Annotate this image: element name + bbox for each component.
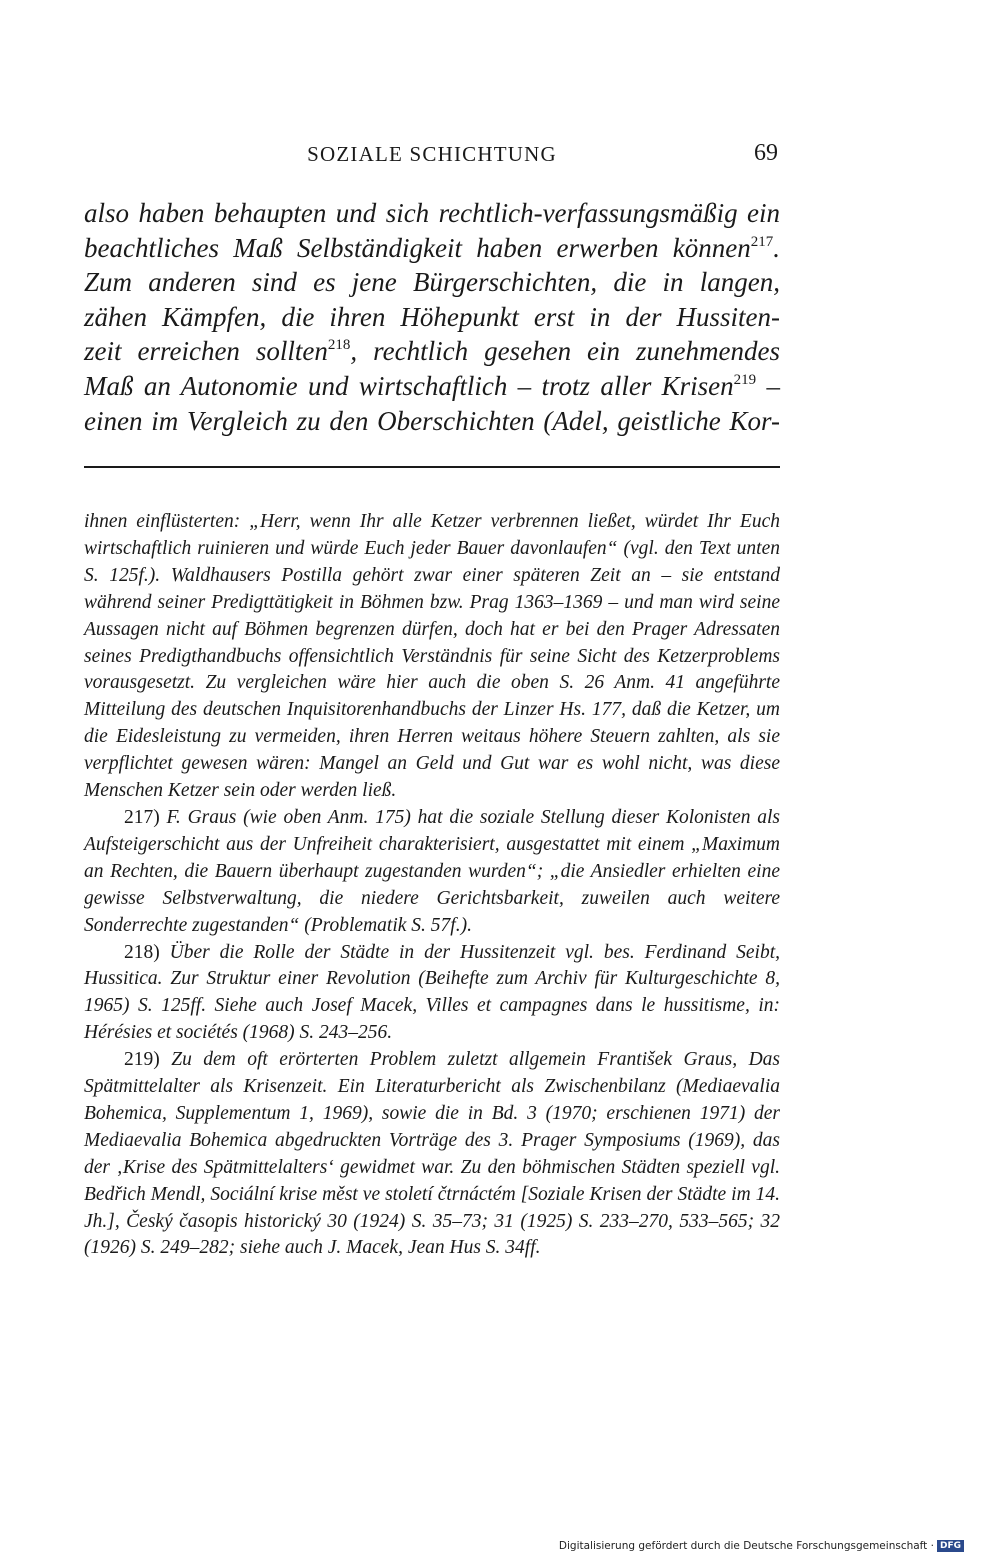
text-line-4: zähen Kämpfen, die ihren Höhepunkt erst in der Hussiten- (84, 301, 780, 332)
text-line-3: Zum anderen sind es jene Bürgerschichten, die in langen, (84, 267, 780, 298)
footnote-217 (84, 805, 780, 940)
footnote-ref-219[interactable]: 219 (733, 371, 757, 388)
footnotes-block (84, 509, 780, 1262)
digitization-credit (559, 1540, 964, 1552)
footnote-separator (84, 466, 780, 468)
page-number: 69 (754, 140, 778, 166)
footnote-continuation: ihnen einflüsterten: „Herr, wenn Ihr alle Ketzer verbrennen ließet, würdet Ihr Euch wirtschaftlich ruinieren und würde Euch jeder Bauer davonlaufen“ (vgl. den Text unten S. 125f.). Waldhausers Postilla gehört zwar einer späteren Zeit an – sie entstand während seiner Predigttätigkeit in Böhmen bzw. Prag 1363–1369 – und man wird seine Aussagen nicht auf Böhmen begrenzen dürfen, doch hat er bei den Prager Adressaten seines Predigthandbuchs offensichtlich Verständnis für seine Sicht des Ketzerproblems vorausgesetzt. Zu vergleichen wäre hier auch die oben S. 26 Anm. 41 angeführte Mitteilung des deutschen Inquisitorenhandbuchs der Linzer Hs. 177, daß die Ketzer, um die Eidesleistung zu vermeiden, ihren Herren weitaus höhere Steuern zahlten, als sie verpflichtet gewesen wären: Mangel an Geld und Gut war es wohl nicht, was diese Menschen Ketzer sein oder werden ließ. (84, 511, 780, 802)
text-line-5: zeit erreichen sollten$^{218}$, rechtlich gesehen ein zunehmendes (84, 336, 780, 367)
footnote-text: Über die Rolle der Städte in der Hussitenzeit vgl. bes. Ferdinand Seibt, Hussitica. Zur Struktur einer Revolution (Beihefte zum Archiv für Kulturgeschichte 8, 1965) S. 125ff. Siehe auch Josef Macek, Villes et campagnes dans le hussitisme, in: Hérésies et sociétés (1968) S. 243–256. (84, 941, 781, 1044)
footnote-number: 218) (124, 941, 160, 963)
running-title: SOZIALE SCHICHTUNG (307, 142, 557, 166)
footnote-number: 219) (124, 1049, 160, 1071)
digitization-credit-text: Digitalisierung gefördert durch die Deutsche Forschungsgemeinschaft · (558, 1540, 934, 1552)
text-line-7: einen im Vergleich zu den Oberschichten (Adel, geistliche Kor- (84, 405, 780, 436)
main-text-block (84, 196, 780, 438)
footnote-text: Zu dem oft erörterten Problem zuletzt allgemein František Graus, Das Spätmittelalter als Krisenzeit. Ein Literaturbericht als Zwischenbilanz (Mediaevalia Bohemica, Supplementum 1, 1969), sowie die in Bd. 3 (1970; erschienen 1971) der Mediaevalia Bohemica abgedruckten Vorträge des 3. Prager Symposiums (1969), das der ‚Krise des Spätmittelalters‘ gewidmet war. Zu den böhmischen Städten speziell vgl. Bedřich Mendl, Sociální krise měst ve století čtrnáctém [Soziale Krisen der Städte im 14. Jh.], Český časopis historický 30 (1924) S. 35–73; 31 (1925) S. 233–270, 533–565; 32 (1926) S. 249–282; siehe auch J. Macek, Jean Hus S. 34ff. (84, 1049, 781, 1259)
page-header (84, 140, 780, 170)
text-line-2: beachtliches Maß Selbständigkeit haben erwerben können$^{217}$. (84, 232, 780, 263)
footnote-text: F. Graus (wie oben Anm. 175) hat die soziale Stellung dieser Kolonisten als Aufsteigerschicht aus der Unfreiheit charakterisiert, ausgestattet mit einem „Maximum an Rechten, die Bauern überhaupt zugestanden wurden“; „die Ansiedler erhielten eine gewisse Selbstverwaltung, die niedere Gerichtsbarkeit, zuweilen auch weitere Sonderrechte zugestanden“ (Problematik S. 57f.). (84, 806, 780, 936)
footnote-218 (84, 940, 780, 1048)
footnote-ref-217[interactable]: 217 (750, 233, 774, 250)
footnote-number: 217) (124, 806, 160, 828)
dfg-logo: DFG (937, 1540, 964, 1552)
footnote-219 (84, 1047, 780, 1262)
text-line-1: also haben behaupten und sich rechtlich-verfassungsmäßig ein (84, 198, 780, 228)
footnote-ref-218[interactable]: 218 (327, 337, 351, 354)
text-line-6: Maß an Autonomie und wirtschaftlich – trotz aller Krisen$^{219}$ – (84, 370, 781, 401)
